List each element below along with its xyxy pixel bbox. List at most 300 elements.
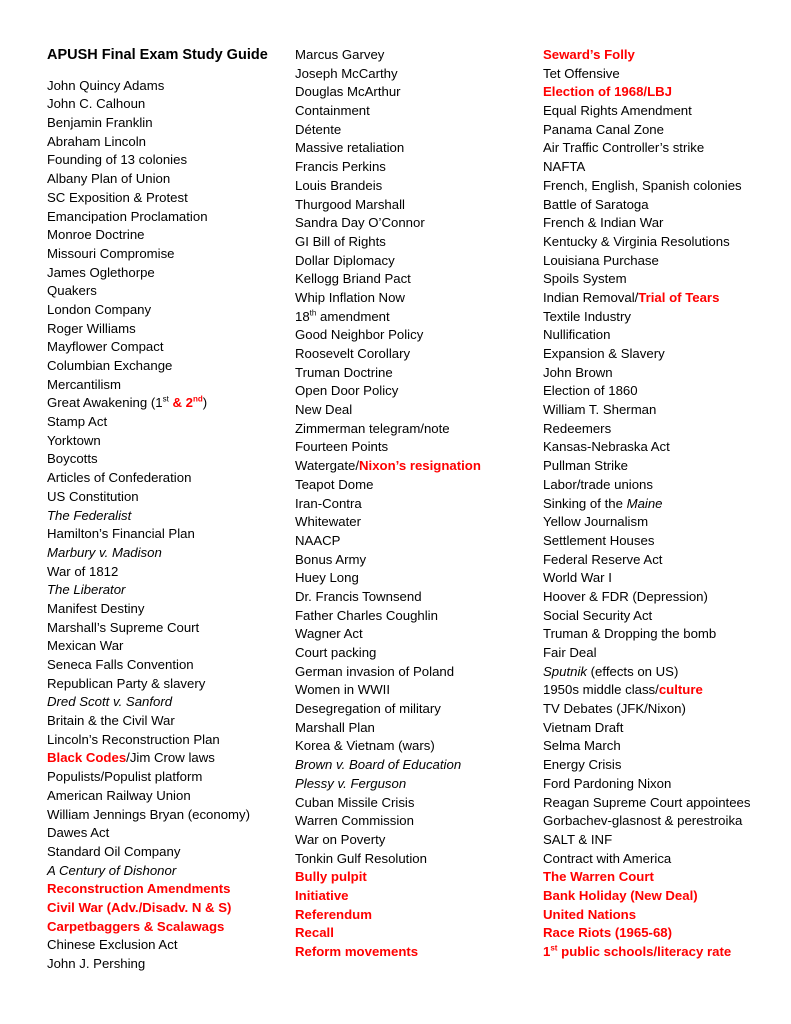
topic-item <box>47 394 297 413</box>
topic-text: Seward’s Folly <box>543 47 635 62</box>
topic-text: United Nations <box>543 906 637 922</box>
topic-text: Equal Rights Amendment <box>543 103 692 119</box>
topic-item <box>47 114 297 133</box>
topic-text: Tet Offensive <box>543 65 620 81</box>
topic-text: Civil War (Adv./Disadv. N & S) <box>47 899 232 915</box>
topic-item <box>543 121 783 140</box>
topic-list-3 <box>543 46 783 962</box>
topic-item <box>47 693 297 712</box>
topic-item <box>47 880 297 899</box>
topic-text: Joseph McCarthy <box>295 65 398 81</box>
topic-item <box>47 282 297 301</box>
topic-item <box>47 170 297 189</box>
topic-text: Roosevelt Corollary <box>295 346 411 361</box>
topic-text: Good Neighbor Policy <box>295 327 424 343</box>
topic-item <box>47 787 297 806</box>
topic-text: Lincoln’s Reconstruction Plan <box>47 731 220 747</box>
topic-text: Stamp Act <box>47 414 108 430</box>
topic-text: World War I <box>543 570 612 586</box>
topic-text: 1950s middle class/ <box>543 682 659 698</box>
topic-item <box>295 214 545 233</box>
topic-item <box>543 812 783 831</box>
topic-text: Brown v. Board of Education <box>295 757 462 773</box>
topic-text: Teapot Dome <box>295 476 374 492</box>
topic-item <box>47 320 297 339</box>
topic-text: Sinking of the <box>543 495 627 511</box>
topic-item <box>543 681 783 700</box>
topic-item <box>543 214 783 233</box>
topic-text: Dawes Act <box>47 825 110 841</box>
topic-item <box>543 289 783 308</box>
topic-text: New Deal <box>295 402 353 418</box>
topic-text: Articles of Confederation <box>47 470 192 486</box>
topic-item <box>295 681 545 700</box>
topic-text: Thurgood Marshall <box>295 196 405 212</box>
topic-item <box>47 768 297 787</box>
topic-text: SALT & INF <box>543 831 613 847</box>
topic-item <box>47 301 297 320</box>
topic-text: Black Codes <box>47 750 127 766</box>
topic-text: German invasion of Poland <box>295 663 455 679</box>
topic-text: William Jennings Bryan (economy) <box>47 806 251 822</box>
topic-text: Desegregation of military <box>295 701 441 717</box>
topic-text: TV Debates (JFK/Nixon) <box>543 701 686 717</box>
topic-list-1 <box>47 77 297 974</box>
topic-item <box>47 656 297 675</box>
topic-text: War on Poverty <box>295 831 386 847</box>
topic-text: Containment <box>295 103 370 119</box>
topic-text: Race Riots (1965-68) <box>543 925 673 941</box>
topic-item <box>295 438 545 457</box>
topic-text: Pullman Strike <box>543 458 629 474</box>
topic-item <box>543 139 783 158</box>
topic-item <box>295 326 545 345</box>
topic-item <box>295 457 545 476</box>
topic-item <box>295 625 545 644</box>
topic-text: The Warren Court <box>543 869 654 885</box>
topic-item <box>47 824 297 843</box>
topic-item <box>47 563 297 582</box>
topic-item <box>295 663 545 682</box>
topic-text: Federal Reserve Act <box>543 551 663 567</box>
topic-item <box>295 756 545 775</box>
topic-text: Zimmerman telegram/note <box>295 420 450 436</box>
topic-text: Korea & Vietnam (wars) <box>295 738 435 754</box>
topic-text: Carpetbaggers & Scalawags <box>47 918 225 934</box>
topic-text: Election of 1968/LBJ <box>543 84 672 100</box>
topic-item <box>295 850 545 869</box>
topic-text: John Quincy Adams <box>47 77 165 93</box>
column-3 <box>543 46 783 962</box>
topic-text: Redeemers <box>543 420 612 436</box>
topic-text: Monroe Doctrine <box>47 227 145 243</box>
topic-item <box>47 581 297 600</box>
topic-text: Standard Oil Company <box>47 843 181 859</box>
topic-text: Gorbachev-glasnost & perestroika <box>543 813 743 829</box>
topic-text: Seneca Falls Convention <box>47 657 194 672</box>
topic-item <box>295 420 545 439</box>
topic-text: (effects on US) <box>587 663 679 679</box>
topic-text: Benjamin Franklin <box>47 115 153 131</box>
topic-item <box>543 495 783 514</box>
topic-item <box>543 794 783 813</box>
topic-text: The Federalist <box>47 507 132 523</box>
topic-text: /Jim Crow laws <box>126 750 215 766</box>
topic-text: Fourteen Points <box>295 439 389 455</box>
topic-text: Expansion & Slavery <box>543 346 665 361</box>
topic-text: NAFTA <box>543 159 586 175</box>
topic-text: Francis Perkins <box>295 159 386 175</box>
topic-item <box>295 887 545 906</box>
topic-item <box>295 775 545 794</box>
topic-item <box>543 924 783 943</box>
topic-text: Women in WWII <box>295 682 391 698</box>
topic-text: Kentucky & Virginia Resolutions <box>543 233 730 249</box>
topic-text: Yorktown <box>47 432 101 448</box>
topic-item <box>295 308 545 327</box>
topic-text: Boycotts <box>47 451 98 467</box>
topic-text: Maine <box>626 495 663 511</box>
topic-item <box>295 364 545 383</box>
topic-text: Missouri Compromise <box>47 245 175 261</box>
topic-text: Louis Brandeis <box>295 177 383 193</box>
topic-text: Hamilton’s Financial Plan <box>47 526 195 542</box>
topic-item <box>543 401 783 420</box>
topic-item <box>295 532 545 551</box>
topic-text: Roger Williams <box>47 320 136 336</box>
topic-text: War of 1812 <box>47 563 119 579</box>
topic-text: Referendum <box>295 906 372 922</box>
topic-item <box>295 943 545 962</box>
topic-item <box>47 189 297 208</box>
topic-item <box>543 551 783 570</box>
topic-text: Energy Crisis <box>543 757 622 773</box>
topic-item <box>543 775 783 794</box>
topic-text: Court packing <box>295 645 377 660</box>
topic-text: Republican Party & slavery <box>47 675 206 691</box>
topic-text: Labor/trade unions <box>543 476 653 492</box>
topic-item <box>47 936 297 955</box>
topic-item <box>295 700 545 719</box>
topic-item <box>543 438 783 457</box>
topic-item <box>295 270 545 289</box>
topic-item <box>295 233 545 252</box>
topic-item <box>295 289 545 308</box>
topic-text: Social Security Act <box>543 607 653 623</box>
topic-text: Reform movements <box>295 944 419 959</box>
topic-text: GI Bill of Rights <box>295 233 386 249</box>
topic-item <box>543 943 783 962</box>
topic-item <box>543 46 783 65</box>
topic-item <box>47 77 297 96</box>
topic-text: culture <box>658 682 703 698</box>
topic-text: Mexican War <box>47 638 124 654</box>
topic-item <box>47 675 297 694</box>
topic-item <box>47 450 297 469</box>
topic-item <box>47 151 297 170</box>
topic-text: Yellow Journalism <box>543 514 649 530</box>
topic-text: Tonkin Gulf Resolution <box>295 850 427 866</box>
topic-item <box>543 476 783 495</box>
topic-item <box>543 850 783 869</box>
topic-item <box>295 906 545 925</box>
topic-text: Marshall’s Supreme Court <box>47 619 200 635</box>
topic-item <box>47 488 297 507</box>
topic-item <box>295 513 545 532</box>
topic-text: US Constitution <box>47 488 139 504</box>
topic-text: Kansas-Nebraska Act <box>543 439 670 455</box>
topic-text: Watergate/ <box>295 458 360 474</box>
topic-item <box>295 737 545 756</box>
topic-item <box>295 345 545 364</box>
topic-text: Détente <box>295 121 342 137</box>
topic-item <box>47 338 297 357</box>
topic-item <box>295 868 545 887</box>
topic-text: Battle of Saratoga <box>543 196 649 212</box>
topic-text: Founding of 13 colonies <box>47 152 188 168</box>
topic-item <box>543 345 783 364</box>
topic-text: Settlement Houses <box>543 532 655 548</box>
topic-text: & 2 <box>168 395 194 411</box>
topic-item <box>295 831 545 850</box>
topic-item <box>543 233 783 252</box>
topic-item <box>47 544 297 563</box>
topic-text: Bank Holiday (New Deal) <box>543 887 698 903</box>
topic-item <box>295 588 545 607</box>
topic-text: Contract with America <box>543 850 672 866</box>
topic-item <box>47 918 297 937</box>
topic-text: Father Charles Coughlin <box>295 607 438 623</box>
topic-text: Truman & Dropping the bomb <box>543 626 717 642</box>
topic-text: Dollar Diplomacy <box>295 252 395 268</box>
topic-text: Chinese Exclusion Act <box>47 937 178 953</box>
topic-item <box>47 245 297 264</box>
topic-item <box>543 196 783 215</box>
topic-item <box>543 756 783 775</box>
topic-item <box>295 812 545 831</box>
topic-text: Bully pulpit <box>295 869 367 885</box>
topic-item <box>295 102 545 121</box>
topic-item <box>47 843 297 862</box>
topic-text: ) <box>202 395 208 411</box>
topic-item <box>295 65 545 84</box>
topic-text: Bonus Army <box>295 551 367 567</box>
topic-text: Whitewater <box>295 514 361 530</box>
topic-text: Warren Commission <box>295 813 414 829</box>
topic-item <box>47 507 297 526</box>
topic-item <box>543 607 783 626</box>
topic-text: Great Awakening (1 <box>47 395 163 411</box>
topic-text: Initiative <box>295 887 349 903</box>
topic-text: 18 <box>295 308 310 324</box>
topic-item <box>47 432 297 451</box>
topic-text: Panama Canal Zone <box>543 121 664 137</box>
topic-item <box>295 924 545 943</box>
superscript-text: nd <box>193 394 203 404</box>
topic-text: Marcus Garvey <box>295 47 385 62</box>
topic-item <box>543 270 783 289</box>
topic-item <box>543 326 783 345</box>
topic-text: NAACP <box>295 532 341 548</box>
topic-item <box>543 102 783 121</box>
topic-item <box>47 806 297 825</box>
topic-item <box>47 749 297 768</box>
topic-text: Open Door Policy <box>295 383 399 399</box>
topic-text: Spoils System <box>543 271 627 287</box>
topic-item <box>543 382 783 401</box>
column-2 <box>295 46 545 962</box>
topic-item <box>543 644 783 663</box>
topic-item <box>47 413 297 432</box>
topic-item <box>295 401 545 420</box>
topic-text: Quakers <box>47 283 97 299</box>
topic-item <box>543 737 783 756</box>
topic-text: Indian Removal/ <box>543 289 639 305</box>
topic-text: Columbian Exchange <box>47 358 173 373</box>
topic-text: Britain & the Civil War <box>47 713 175 729</box>
topic-text: SC Exposition & Protest <box>47 189 188 205</box>
column-1 <box>47 46 297 974</box>
topic-item <box>295 794 545 813</box>
topic-item <box>47 637 297 656</box>
topic-item <box>543 887 783 906</box>
topic-item <box>543 868 783 887</box>
topic-text: John J. Pershing <box>47 956 146 971</box>
topic-item <box>543 65 783 84</box>
topic-text: Whip Inflation Now <box>295 289 405 305</box>
topic-text: American Railway Union <box>47 787 191 803</box>
topic-text: French & Indian War <box>543 215 664 231</box>
topic-item <box>543 906 783 925</box>
topic-text: Air Traffic Controller’s strike <box>543 140 705 156</box>
topic-item <box>543 308 783 327</box>
topic-text: Huey Long <box>295 570 359 586</box>
topic-text: Cuban Missile Crisis <box>295 794 415 810</box>
topic-text: Iran-Contra <box>295 495 362 511</box>
topic-item <box>47 712 297 731</box>
topic-text: Hoover & FDR (Depression) <box>543 588 708 604</box>
topic-text: Mercantilism <box>47 376 122 392</box>
topic-item <box>543 513 783 532</box>
topic-item <box>295 139 545 158</box>
topic-list-2 <box>295 46 545 962</box>
topic-item <box>543 588 783 607</box>
topic-item <box>543 569 783 588</box>
topic-text: The Liberator <box>47 582 126 598</box>
topic-text: Truman Doctrine <box>295 364 393 380</box>
topic-text: Mayflower Compact <box>47 339 164 355</box>
topic-item <box>543 700 783 719</box>
topic-item <box>295 196 545 215</box>
topic-item <box>295 252 545 271</box>
topic-text: Marbury v. Madison <box>47 544 162 560</box>
page-title: APUSH Final Exam Study Guide <box>47 47 268 63</box>
topic-text: Fair Deal <box>543 645 597 660</box>
topic-item <box>47 208 297 227</box>
topic-text: Wagner Act <box>295 626 363 642</box>
topic-item <box>295 719 545 738</box>
topic-item <box>47 469 297 488</box>
topic-text: Dred Scott v. Sanford <box>47 694 173 710</box>
topic-text: Douglas McArthur <box>295 84 401 100</box>
superscript-text: th <box>309 308 317 318</box>
topic-text: Sputnik <box>543 663 587 679</box>
topic-item <box>47 95 297 114</box>
topic-item <box>47 619 297 638</box>
topic-item <box>295 644 545 663</box>
topic-item <box>543 625 783 644</box>
topic-item <box>295 158 545 177</box>
topic-item <box>47 357 297 376</box>
topic-text: amendment <box>316 308 390 324</box>
topic-item <box>543 532 783 551</box>
topic-text: Vietnam Draft <box>543 719 624 735</box>
topic-text: Recall <box>295 925 334 941</box>
topic-text: William T. Sherman <box>543 402 657 418</box>
topic-text: Selma March <box>543 738 621 754</box>
topic-item <box>47 899 297 918</box>
topic-text: Reconstruction Amendments <box>47 881 231 897</box>
superscript-text: st <box>550 943 558 953</box>
topic-item <box>295 382 545 401</box>
topic-item <box>295 551 545 570</box>
topic-text: Populists/Populist platform <box>47 769 203 785</box>
topic-item <box>543 252 783 271</box>
topic-item <box>47 133 297 152</box>
topic-item <box>47 862 297 881</box>
topic-item <box>295 569 545 588</box>
topic-text: John C. Calhoun <box>47 96 146 112</box>
topic-item <box>543 831 783 850</box>
topic-item <box>295 476 545 495</box>
topic-item <box>295 46 545 65</box>
topic-item <box>543 663 783 682</box>
topic-item <box>543 719 783 738</box>
topic-item <box>543 420 783 439</box>
topic-text: London Company <box>47 301 152 317</box>
topic-text: Emancipation Proclamation <box>47 208 208 224</box>
topic-text: public schools/literacy rate <box>557 944 732 959</box>
topic-item <box>47 600 297 619</box>
topic-item <box>295 83 545 102</box>
topic-item <box>543 364 783 383</box>
topic-text: Louisiana Purchase <box>543 252 659 268</box>
topic-text: Trial of Tears <box>638 289 720 305</box>
topic-item <box>295 495 545 514</box>
topic-text: 1 <box>543 944 551 959</box>
topic-item <box>543 177 783 196</box>
topic-item <box>47 376 297 395</box>
topic-text: Marshall Plan <box>295 719 375 735</box>
topic-item <box>47 226 297 245</box>
topic-text: Dr. Francis Townsend <box>295 588 422 604</box>
topic-item <box>295 607 545 626</box>
topic-text: Abraham Lincoln <box>47 133 146 149</box>
topic-text: Plessy v. Ferguson <box>295 775 407 791</box>
topic-item <box>47 264 297 283</box>
superscript-text: st <box>162 394 169 404</box>
topic-text: Election of 1860 <box>543 383 638 399</box>
topic-text: Kellogg Briand Pact <box>295 271 411 287</box>
topic-item <box>295 121 545 140</box>
topic-text: French, English, Spanish colonies <box>543 177 742 193</box>
topic-item <box>47 731 297 750</box>
topic-text: Manifest Destiny <box>47 600 145 616</box>
topic-text: Nullification <box>543 327 611 343</box>
topic-item <box>543 457 783 476</box>
topic-text: Massive retaliation <box>295 140 405 156</box>
topic-text: Sandra Day O’Connor <box>295 215 425 231</box>
